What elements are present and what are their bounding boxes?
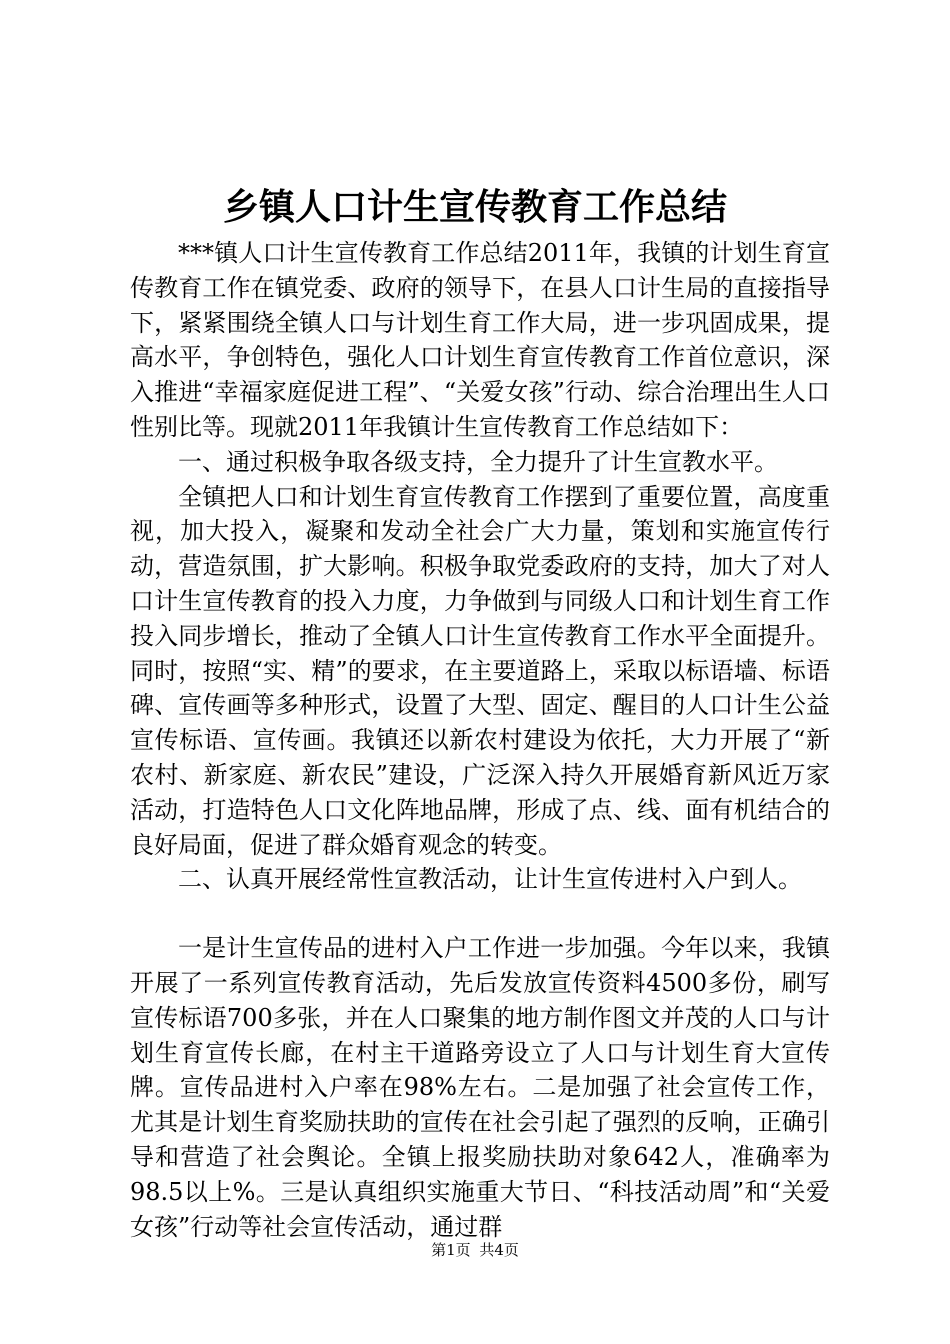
paragraph-section-1: 全镇把人口和计划生育宣传教育工作摆到了重要位置，高度重视，加大投入，凝聚和发动全社会广大力量，策划和实施宣传行动，营造氛围，扩大影响。积极争取党委政府的支持，加大了对人口计生宣传教育的投入力度，力争做到与同级人口和计划生育工作投入同步增长，推动了全镇人口计生宣传教育工作水平全面提升。同时，按照“实、精”的要求，在主要道路上，采取以标语墙、标语碑、宣传画等多种形式，设置了大型、固定、醒目的人口计生公益宣传标语、宣传画。我镇还以新农村建设为依托，大力开展了“新农村、新家庭、新农民”建设，广泛深入持久开展婚育新风近万家活动，打造特色人口文化阵地品牌，形成了点、线、面有机结合的良好局面，促进了群众婚育观念的转变。 xyxy=(130,482,830,859)
paragraph-intro: ***镇人口计生宣传教育工作总结2011年，我镇的计划生育宣传教育工作在镇党委、政府的领导下，在县人口计生局的直接指导下，紧紧围绕全镇人口与计划生育工作大局，进一步巩固成果，提高水平，争创特色，强化人口计划生育宣传教育工作首位意识，深入推进“幸福家庭促进工程”、“关爱女孩”行动、综合治理出生人口性别比等。现就2011年我镇计生宣传教育工作总结如下： xyxy=(130,239,830,441)
document-title: 乡镇人口计生宣传教育工作总结 xyxy=(222,187,727,228)
page-total: 共4页 xyxy=(479,1241,519,1259)
paragraph-section-2: 一是计生宣传品的进村入户工作进一步加强。今年以来，我镇开展了一系列宣传教育活动，先后发放宣传资料4500多份，刷写宣传标语700多张，并在人口聚集的地方制作图文并茂的人口与计划生育宣传长廊，在村主干道路旁设立了人口与计划生育大宣传牌。宣传品进村入户率在98%左右。二是加强了社会宣传工作，尤其是计划生育奖励扶助的宣传在社会引起了强烈的反响，正确引导和营造了社会舆论。全镇上报奖励扶助对象642人，准确率为98.5以上%。三是认真组织实施重大节日、“科技活动周”和“关爱女孩”行动等社会宣传活动，通过群 xyxy=(130,934,830,1241)
page-footer xyxy=(0,1240,950,1260)
section-heading-1: 一、通过积极争取各级支持，全力提升了计生宣教水平。 xyxy=(178,447,778,476)
page-number: 第1页 xyxy=(431,1241,471,1259)
section-heading-2: 二、认真开展经常性宣教活动，让计生宣传进村入户到人。 xyxy=(178,865,802,894)
document-body xyxy=(130,236,830,1244)
